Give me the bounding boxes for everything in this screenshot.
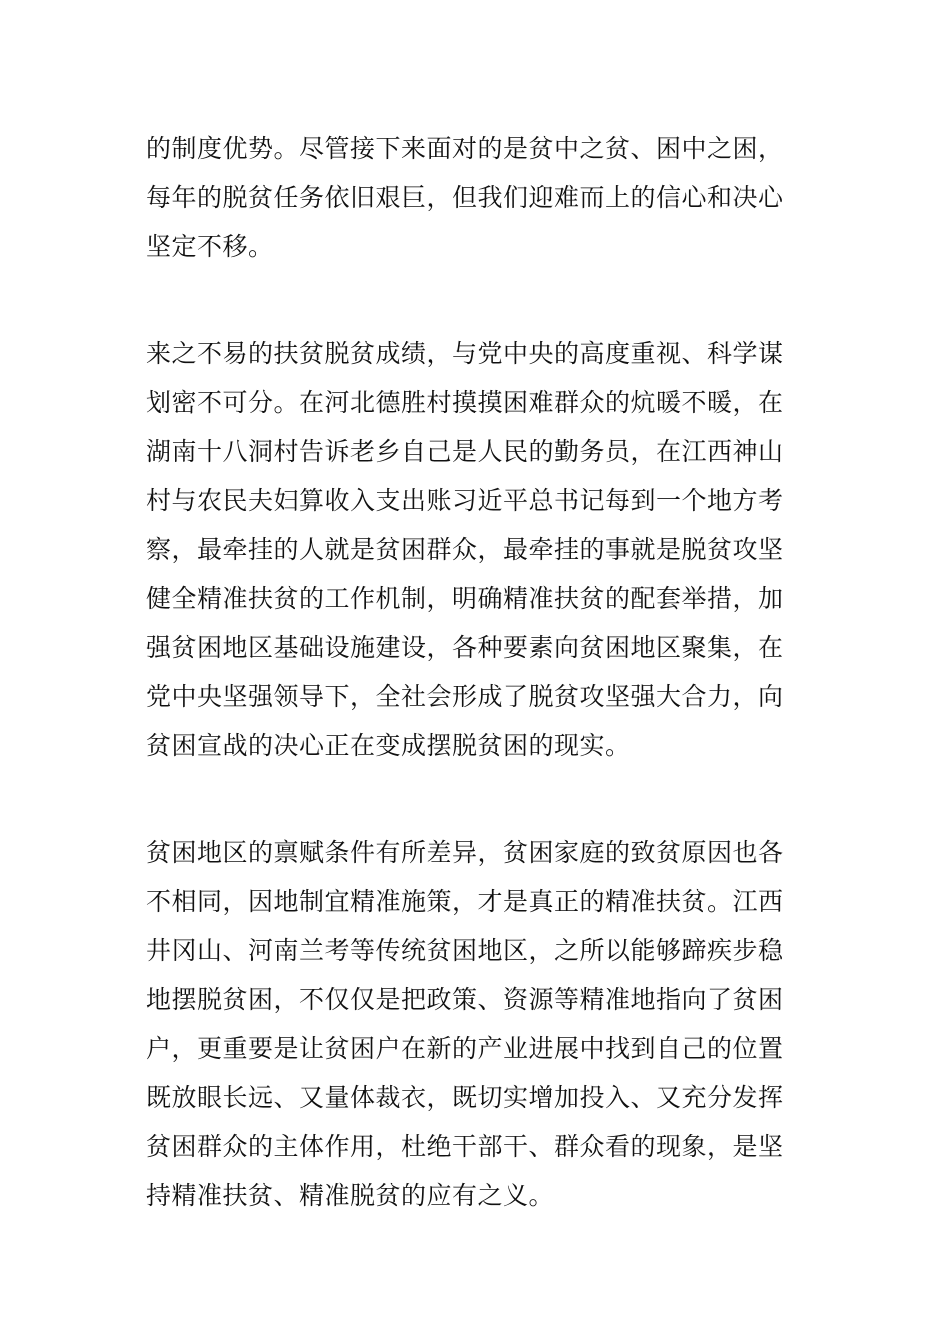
text-line: 户，更重要是让贫困户在新的产业进展中找到自己的位置 xyxy=(146,1034,784,1063)
text-line: 来之不易的扶贫脱贫成绩，与党中央的高度重视、科学谋 xyxy=(146,339,784,368)
paragraph-2 xyxy=(146,329,810,770)
text-line: 不相同，因地制宜精准施策，才是真正的精准扶贫。江西 xyxy=(146,887,784,916)
text-line: 贫困宣战的决心正在变成摆脱贫困的现实。 xyxy=(146,731,631,760)
text-line: 划密不可分。在河北德胜村摸摸困难群众的炕暖不暖，在 xyxy=(146,388,784,417)
text-line: 井冈山、河南兰考等传统贫困地区，之所以能够蹄疾步稳 xyxy=(146,936,784,965)
document-body xyxy=(146,124,810,1220)
text-line: 既放眼长远、又量体裁衣，既切实增加投入、又充分发挥 xyxy=(146,1083,784,1112)
paragraph-spacer xyxy=(146,770,810,828)
text-line: 每年的脱贫任务依旧艰巨，但我们迎难而上的信心和决心 xyxy=(146,183,784,212)
text-line: 湖南十八洞村告诉老乡自己是人民的勤务员，在江西神山 xyxy=(146,437,784,466)
text-line: 党中央坚强领导下，全社会形成了脱贫攻坚强大合力，向 xyxy=(146,682,784,711)
text-line: 的制度优势。尽管接下来面对的是贫中之贫、困中之困， xyxy=(146,134,784,163)
text-line: 贫困群众的主体作用，杜绝干部干、群众看的现象，是坚 xyxy=(146,1132,784,1161)
text-line: 地摆脱贫困，不仅仅是把政策、资源等精准地指向了贫困 xyxy=(146,985,784,1014)
text-line: 坚定不移。 xyxy=(146,232,274,261)
text-line: 健全精准扶贫的工作机制，明确精准扶贫的配套举措，加 xyxy=(146,584,784,613)
text-line: 强贫困地区基础设施建设，各种要素向贫困地区聚集，在 xyxy=(146,633,784,662)
text-line: 察，最牵挂的人就是贫困群众，最牵挂的事就是脱贫攻坚 xyxy=(146,535,784,564)
text-line: 持精准扶贫、精准脱贫的应有之义。 xyxy=(146,1181,555,1210)
text-line: 贫困地区的禀赋条件有所差异，贫困家庭的致贫原因也各 xyxy=(146,838,784,867)
text-line: 村与农民夫妇算收入支出账习近平总书记每到一个地方考 xyxy=(146,486,784,515)
paragraph-spacer xyxy=(146,271,810,329)
paragraph-3 xyxy=(146,828,810,1220)
paragraph-1 xyxy=(146,124,810,271)
